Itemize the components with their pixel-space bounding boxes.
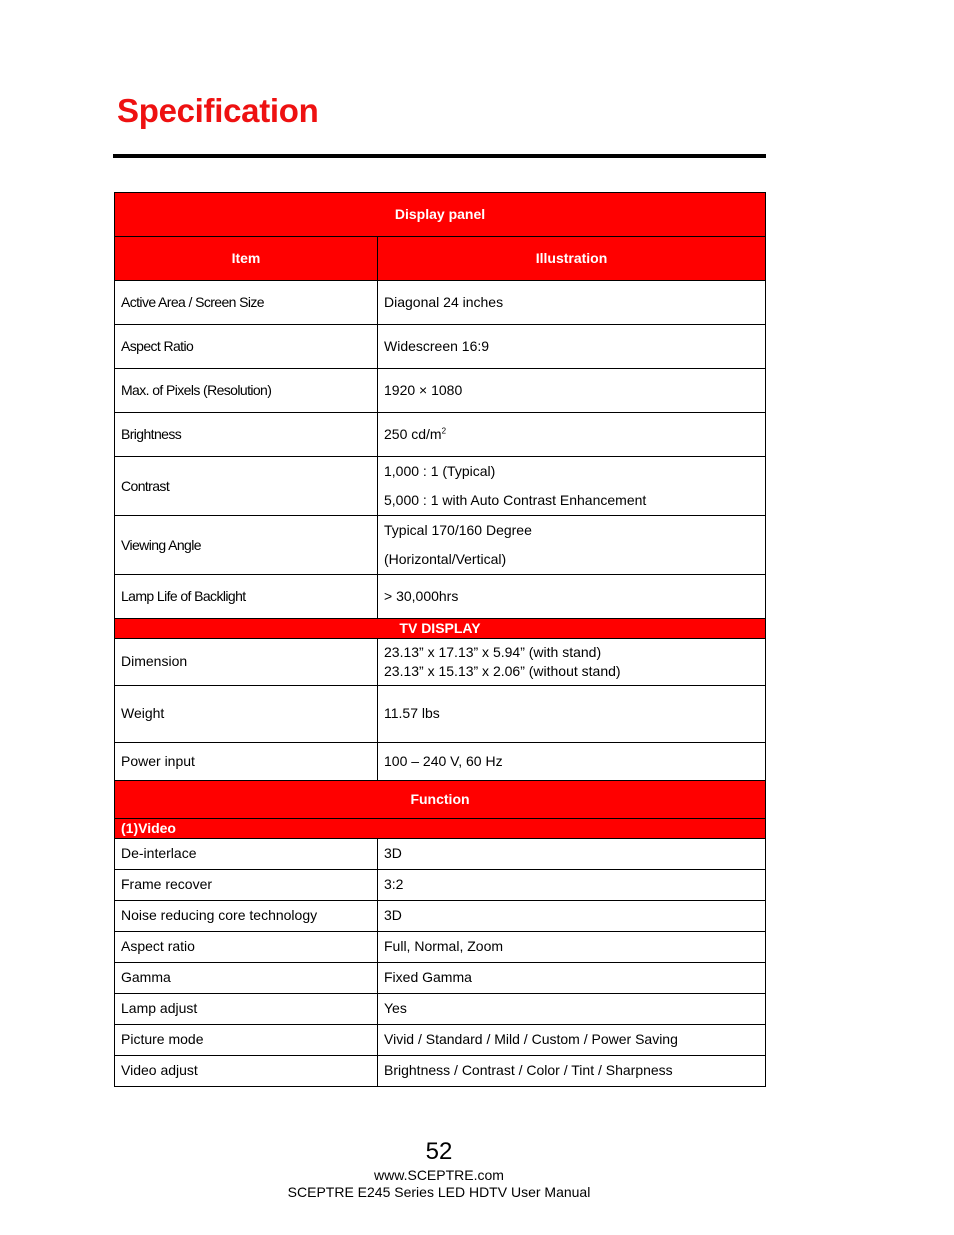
function-title: Function <box>115 780 766 818</box>
table-row <box>115 962 766 993</box>
col-illustration-header: Illustration <box>378 237 766 281</box>
table-row <box>115 685 766 742</box>
item-cell: De-interlace <box>115 838 378 869</box>
table-row <box>115 1055 766 1086</box>
table-row <box>115 869 766 900</box>
page-number: 52 <box>425 1138 453 1165</box>
tv-display-title: TV DISPLAY <box>115 619 766 639</box>
value-text: 250 cd/m <box>384 426 442 443</box>
value-cell: Yes <box>378 993 766 1024</box>
table-row <box>115 1024 766 1055</box>
value-cell: 1920 × 1080 <box>378 369 766 413</box>
item-cell: Dimension <box>115 638 378 685</box>
table-row <box>115 638 766 685</box>
value-cell <box>378 457 766 516</box>
value-line: 23.13” x 17.13” x 5.94” (with stand) <box>384 644 602 660</box>
value-cell: 3D <box>378 838 766 869</box>
value-cell: 100 – 240 V, 60 Hz <box>378 742 766 780</box>
item-cell: Picture mode <box>115 1024 378 1055</box>
item-cell: Weight <box>115 685 378 742</box>
value-cell: > 30,000hrs <box>378 575 766 619</box>
item-cell: Brightness <box>115 413 378 457</box>
item-cell: Contrast <box>115 457 378 516</box>
table-row <box>115 575 766 619</box>
table-row <box>115 993 766 1024</box>
video-title: (1)Video <box>115 818 766 838</box>
value-cell <box>378 413 766 457</box>
value-cell: Vivid / Standard / Mild / Custom / Power Saving <box>378 1024 766 1055</box>
item-cell: Aspect Ratio <box>115 325 378 369</box>
value-cell <box>378 638 766 685</box>
website-text: www.SCEPTRE.com <box>374 1167 504 1183</box>
value-line: (Horizontal/Vertical) <box>384 551 507 567</box>
value-cell: 11.57 lbs <box>378 685 766 742</box>
video-subheader <box>115 818 766 838</box>
item-cell: Aspect ratio <box>115 931 378 962</box>
item-cell: Power input <box>115 742 378 780</box>
item-cell: Gamma <box>115 962 378 993</box>
table-row <box>115 281 766 325</box>
value-line: 1,000 : 1 (Typical) <box>384 463 496 479</box>
column-header-row <box>115 237 766 281</box>
table-row <box>115 742 766 780</box>
value-cell: 3D <box>378 900 766 931</box>
display-panel-title: Display panel <box>115 193 766 237</box>
table-row <box>115 457 766 516</box>
value-line: Typical 170/160 Degree <box>384 522 532 538</box>
item-cell: Lamp Life of Backlight <box>115 575 378 619</box>
item-cell: Viewing Angle <box>115 516 378 575</box>
value-cell: Fixed Gamma <box>378 962 766 993</box>
item-cell: Video adjust <box>115 1055 378 1086</box>
value-cell: Widescreen 16:9 <box>378 325 766 369</box>
page-title: Specification <box>117 92 319 129</box>
table-row <box>115 413 766 457</box>
title-divider <box>113 154 766 158</box>
function-header <box>115 780 766 818</box>
item-cell: Active Area / Screen Size <box>115 281 378 325</box>
item-cell: Max. of Pixels (Resolution) <box>115 369 378 413</box>
value-cell: Full, Normal, Zoom <box>378 931 766 962</box>
value-cell: 3:2 <box>378 869 766 900</box>
table-row <box>115 516 766 575</box>
value-cell: Brightness / Contrast / Color / Tint / Sharpness <box>378 1055 766 1086</box>
value-cell: Diagonal 24 inches <box>378 281 766 325</box>
table-row <box>115 369 766 413</box>
value-line: 23.13” x 15.13” x 2.06” (without stand) <box>384 662 621 679</box>
display-panel-header <box>115 193 766 237</box>
item-cell: Frame recover <box>115 869 378 900</box>
col-item-header: Item <box>115 237 378 281</box>
value-cell <box>378 516 766 575</box>
table-row <box>115 325 766 369</box>
spec-table <box>114 192 766 1087</box>
tv-display-header <box>115 619 766 639</box>
value-line: 5,000 : 1 with Auto Contrast Enhancement <box>384 492 647 508</box>
item-cell: Lamp adjust <box>115 993 378 1024</box>
table-row <box>115 931 766 962</box>
item-cell: Noise reducing core technology <box>115 900 378 931</box>
superscript: 2 <box>441 426 447 436</box>
manual-title: SCEPTRE E245 Series LED HDTV User Manual <box>287 1184 591 1200</box>
table-row <box>115 838 766 869</box>
table-row <box>115 900 766 931</box>
